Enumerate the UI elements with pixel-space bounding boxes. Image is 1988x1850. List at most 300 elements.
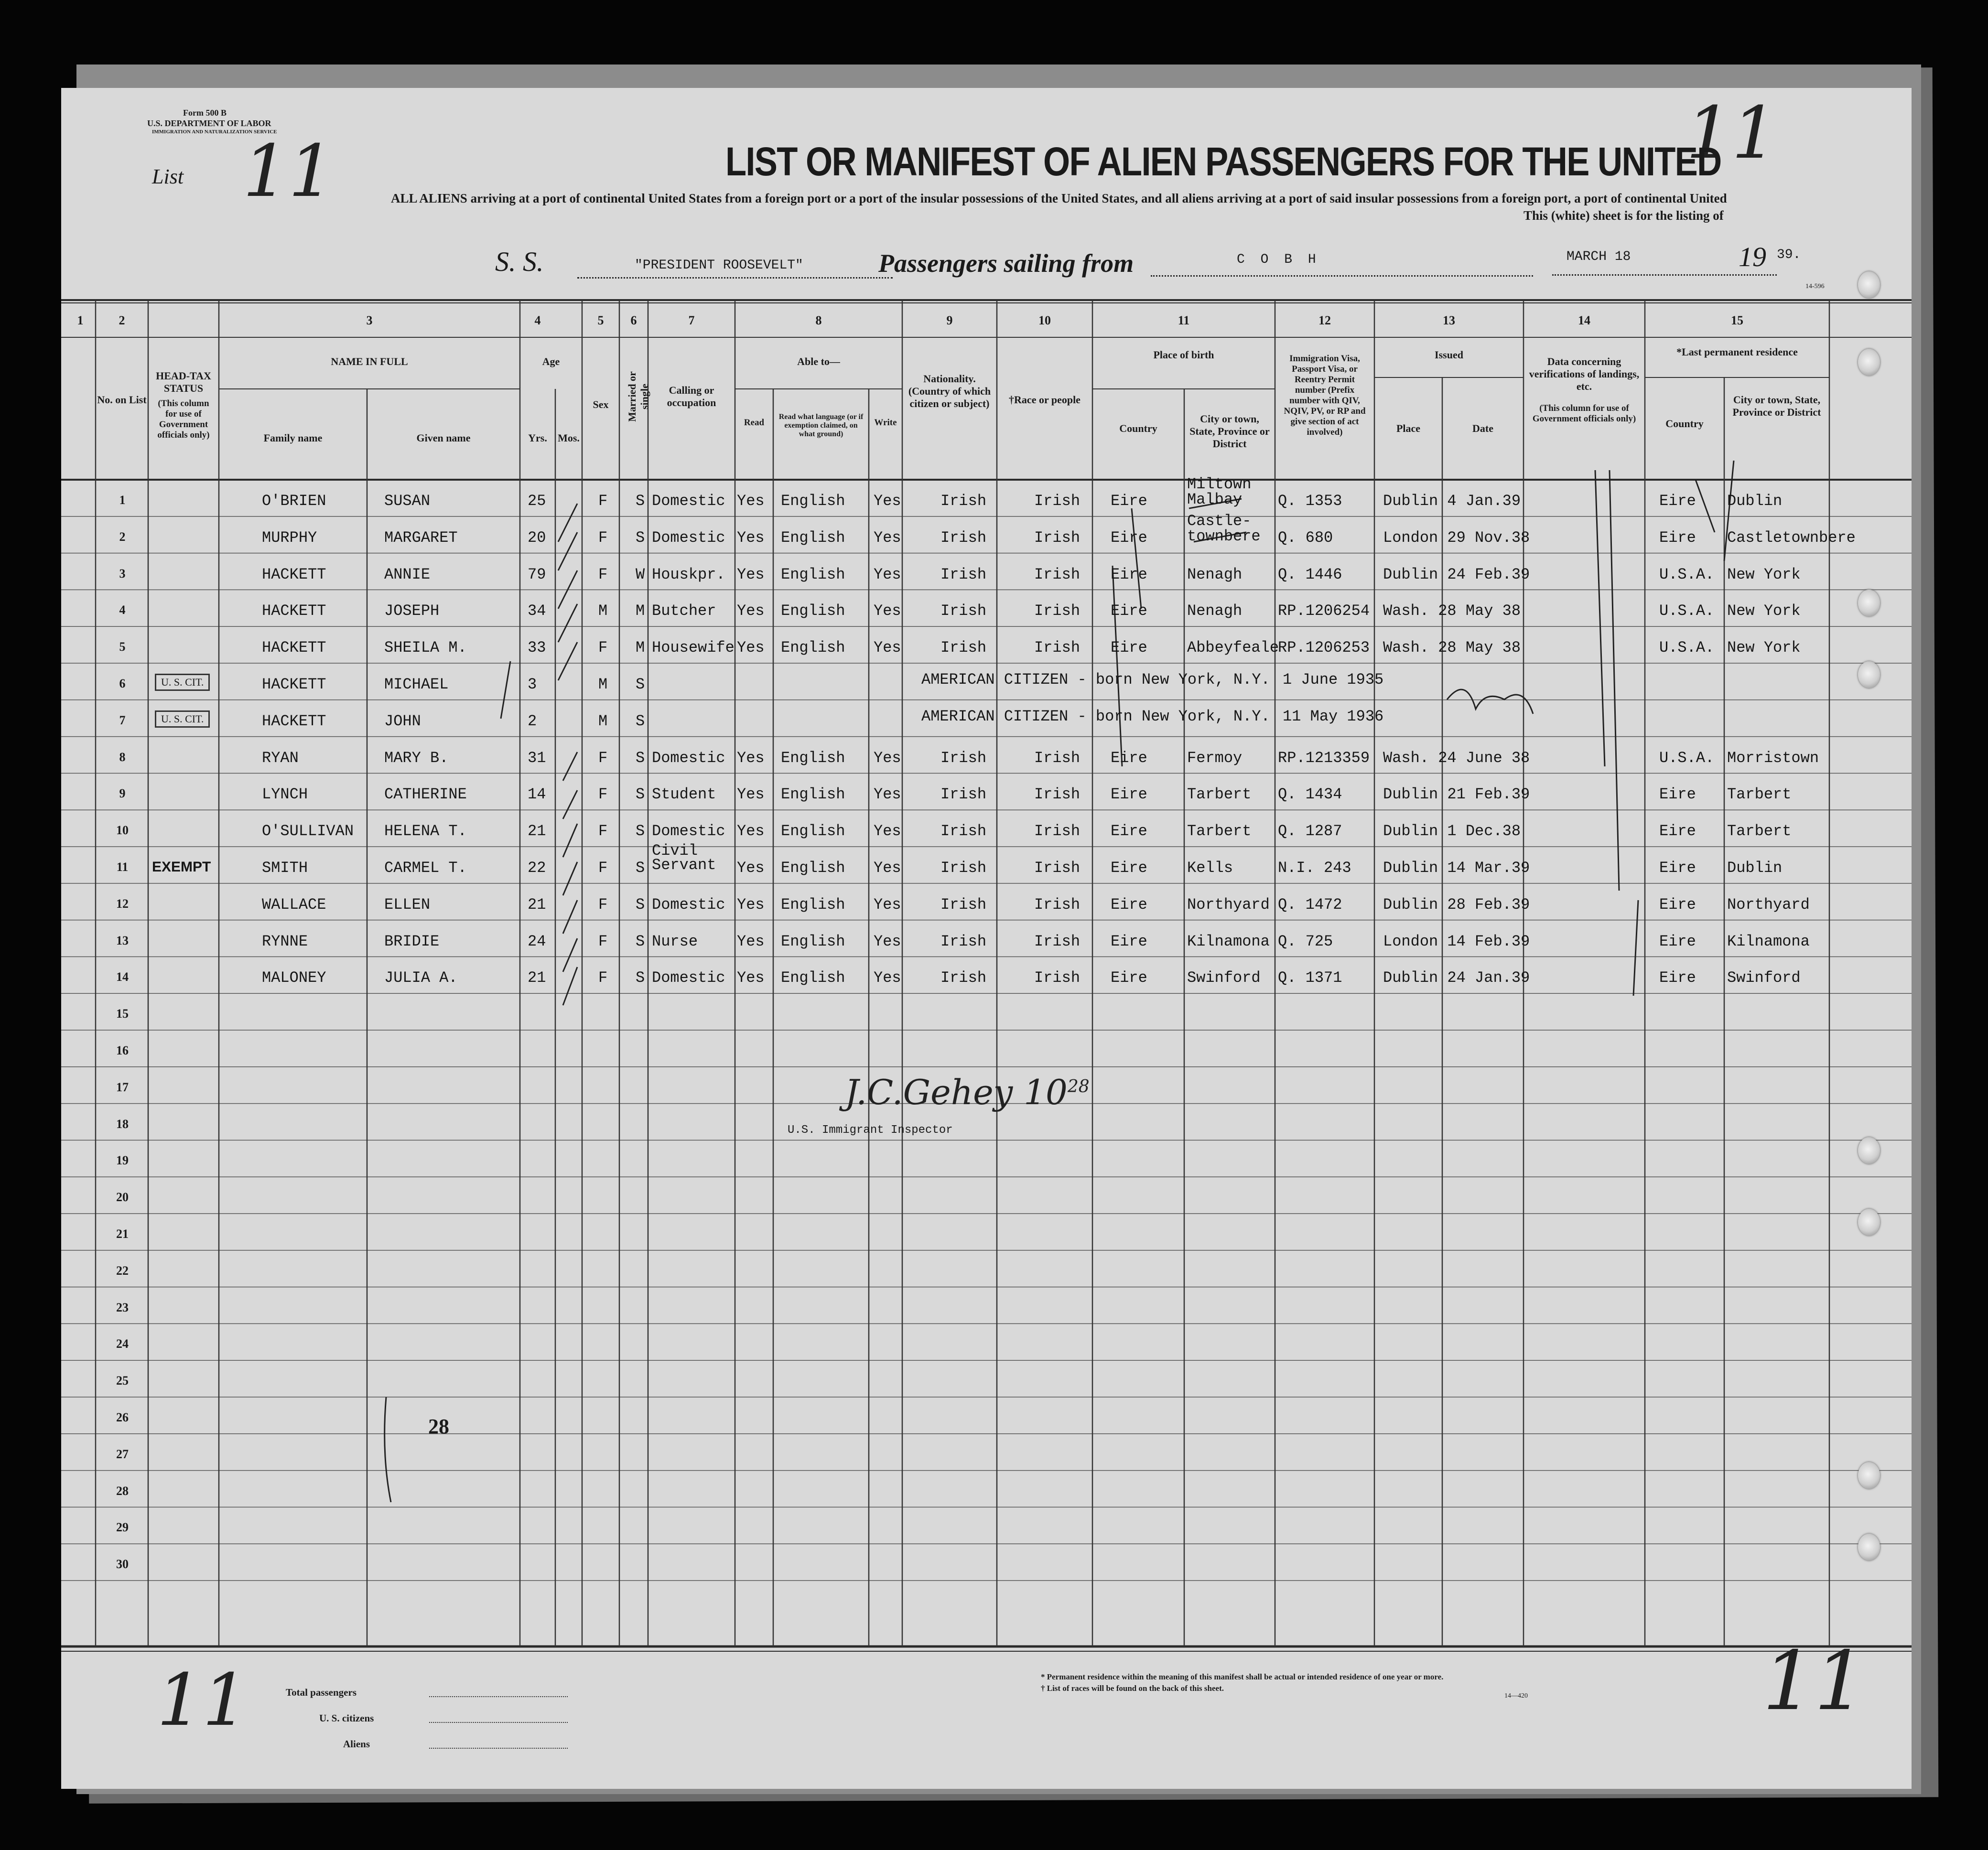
header-able-to: Able to— xyxy=(797,355,840,367)
row-number: 23 xyxy=(116,1300,129,1314)
row-number: 22 xyxy=(116,1263,129,1278)
port-name: C O B H xyxy=(1237,252,1320,267)
residence-country: U.S.A. xyxy=(1659,602,1715,620)
age-years: 21 xyxy=(528,822,546,840)
family-name: MALONEY xyxy=(262,969,326,987)
column-number: 11 xyxy=(1178,313,1190,327)
age-years: 21 xyxy=(528,969,546,987)
birth-country: Eire xyxy=(1111,492,1147,510)
footer-left-mark: 11 xyxy=(157,1659,248,1742)
visa-issued: Dublin 24 Feb.39 xyxy=(1383,565,1530,583)
read-language: English xyxy=(781,785,845,804)
visa-number: Q. 1353 xyxy=(1278,492,1342,510)
given-name: MICHAEL xyxy=(384,676,449,693)
year-suffix: 39. xyxy=(1777,247,1801,262)
nationality: Irish xyxy=(940,602,987,620)
subtitle-line-2: This (white) sheet is for the listing of xyxy=(1523,208,1724,223)
header-res-city: City or town, State, Province or District xyxy=(1732,394,1821,418)
birth-city: Castle-townbere xyxy=(1187,512,1261,545)
birth-country: Eire xyxy=(1111,639,1147,657)
family-name: LYNCH xyxy=(262,785,308,804)
read-language: English xyxy=(781,895,845,914)
column-number: 6 xyxy=(630,313,637,327)
visa-issued: Wash. 24 June 38 xyxy=(1383,749,1530,767)
read-language: English xyxy=(781,969,845,987)
marital-status: S xyxy=(636,528,645,547)
can-write: Yes xyxy=(874,785,901,804)
marital-status: S xyxy=(636,932,645,950)
column-number: 5 xyxy=(597,313,604,327)
given-name: SHEILA M. xyxy=(384,639,467,657)
occupation: Domestic xyxy=(652,528,725,547)
row-number: 26 xyxy=(116,1410,129,1424)
form-number: Form 500 B xyxy=(183,108,227,118)
given-name: BRIDIE xyxy=(384,932,440,950)
row-number: 30 xyxy=(116,1557,129,1571)
can-write: Yes xyxy=(874,969,901,987)
residence-country: U.S.A. xyxy=(1659,749,1715,767)
header-place-of-birth: Place of birth xyxy=(1153,349,1214,361)
occupation: Housewife xyxy=(652,639,735,657)
binder-hole xyxy=(1858,1534,1880,1560)
family-name: HACKETT xyxy=(262,565,326,583)
race: Irish xyxy=(1034,492,1080,510)
footer-citizens-label: U. S. citizens xyxy=(319,1712,374,1724)
family-name: HACKETT xyxy=(262,602,326,620)
family-name: O'SULLIVAN xyxy=(262,822,354,840)
residence-city: Tarbert xyxy=(1727,785,1792,804)
can-read: Yes xyxy=(737,932,765,950)
nationality: Irish xyxy=(940,528,987,547)
residence-city: New York xyxy=(1727,565,1801,583)
header-sex: Sex xyxy=(593,398,609,410)
given-name: ANNIE xyxy=(384,565,431,583)
row-number: 6 xyxy=(119,677,126,690)
row-number: 25 xyxy=(116,1374,129,1388)
residence-city: Tarbert xyxy=(1727,822,1792,840)
age-years: 20 xyxy=(528,528,546,547)
binder-hole xyxy=(1858,271,1880,298)
column-number: 3 xyxy=(366,313,373,327)
row-number: 3 xyxy=(119,566,126,581)
marital-status: S xyxy=(636,749,645,767)
given-name: HELENA T. xyxy=(384,822,467,840)
sex: F xyxy=(598,749,608,767)
can-read: Yes xyxy=(737,565,765,583)
header-verifications-note: (This column for use of Government officials only) xyxy=(1532,403,1636,424)
nationality: Irish xyxy=(940,932,987,950)
marital-status: W xyxy=(636,565,645,583)
can-read: Yes xyxy=(737,785,765,804)
citizen-note: AMERICAN CITIZEN - born New York, N.Y. xyxy=(921,707,1270,725)
can-write: Yes xyxy=(874,602,901,620)
sex: F xyxy=(598,969,608,987)
binder-hole xyxy=(1858,349,1880,376)
birth-country: Eire xyxy=(1111,822,1147,840)
row-number: 17 xyxy=(116,1080,129,1094)
can-read: Yes xyxy=(737,895,765,914)
manifest-sheet xyxy=(61,88,1912,1789)
visa-number: Q. 1287 xyxy=(1278,822,1342,840)
sex: F xyxy=(598,785,608,804)
column-number: 7 xyxy=(688,313,695,327)
subtitle-line-1: ALL ALIENS arriving at a port of continental United States from a foreign port or a port of the insular possessions of the United States, and all aliens arriving at a port of said insular possessions from a foreign port, a port of continental United xyxy=(391,191,1727,205)
row-number: 1 xyxy=(119,493,126,507)
can-read: Yes xyxy=(737,602,765,620)
sex: F xyxy=(598,639,608,657)
race: Irish xyxy=(1034,822,1080,840)
visa-number: RP.1206253 xyxy=(1278,639,1370,657)
age-years: 25 xyxy=(528,492,546,510)
family-name: MURPHY xyxy=(262,528,317,547)
family-name: WALLACE xyxy=(262,895,326,914)
birth-country: Eire xyxy=(1111,895,1147,914)
sex: F xyxy=(598,822,608,840)
column-number: 12 xyxy=(1318,313,1331,327)
header-name-in-full: NAME IN FULL xyxy=(331,355,408,367)
marital-status: M xyxy=(636,639,645,657)
read-language: English xyxy=(781,859,845,877)
header-calling: Calling or occupation xyxy=(667,384,716,409)
residence-city: Kilnamona xyxy=(1727,932,1810,950)
list-label: List xyxy=(152,165,184,188)
header-issued: Issued xyxy=(1435,349,1463,361)
can-read: Yes xyxy=(737,969,765,987)
row-number: 2 xyxy=(119,529,126,544)
visa-issued: Wash. 28 May 38 xyxy=(1383,639,1521,657)
sailing-date: MARCH 18 xyxy=(1567,249,1631,264)
occupation: Domestic xyxy=(652,895,725,914)
age-years: 14 xyxy=(528,785,546,804)
birth-country: Eire xyxy=(1111,932,1147,950)
row-number: 11 xyxy=(116,860,129,874)
can-read: Yes xyxy=(737,528,765,547)
head-tax-status: EXEMPT xyxy=(152,859,211,875)
head-tax-stamp: U. S. CIT. xyxy=(155,710,210,728)
given-name: JOSEPH xyxy=(384,602,440,620)
birth-city: Swinford xyxy=(1187,969,1261,987)
residence-country: U.S.A. xyxy=(1659,565,1715,583)
birth-city: Abbeyfeale xyxy=(1187,639,1279,657)
given-name: JOHN xyxy=(384,712,421,730)
birth-country: Eire xyxy=(1111,565,1147,583)
residence-city: Swinford xyxy=(1727,969,1801,987)
row-number: 7 xyxy=(119,713,126,727)
residence-country: Eire xyxy=(1659,932,1696,950)
page-number: 28 xyxy=(428,1415,449,1438)
family-name: HACKETT xyxy=(262,676,326,693)
header-date: Date xyxy=(1472,422,1493,434)
read-language: English xyxy=(781,749,845,767)
head-tax-stamp: U. S. CIT. xyxy=(155,674,210,691)
visa-issued: Dublin 24 Jan.39 xyxy=(1383,969,1530,987)
family-name: SMITH xyxy=(262,859,308,877)
nationality: Irish xyxy=(940,639,987,657)
visa-number: N.I. 243 xyxy=(1278,859,1351,877)
marital-status: S xyxy=(636,676,645,693)
marital-status: S xyxy=(636,969,645,987)
row-number: 20 xyxy=(116,1190,129,1205)
visa-issued: Dublin 1 Dec.38 xyxy=(1383,822,1521,840)
visa-number: Q. 1434 xyxy=(1278,785,1342,804)
given-name: SUSAN xyxy=(384,492,431,510)
family-name: O'BRIEN xyxy=(262,492,326,510)
header-city: City or town, State, Province or District xyxy=(1189,413,1270,450)
birth-city: Kells xyxy=(1187,859,1233,877)
ship-name: "PRESIDENT ROOSEVELT" xyxy=(635,258,803,273)
visa-issued: Wash. 28 May 38 xyxy=(1383,602,1521,620)
given-name: ELLEN xyxy=(384,895,431,914)
residence-country: Eire xyxy=(1659,895,1696,914)
residence-city: Dublin xyxy=(1727,492,1783,510)
row-number: 9 xyxy=(119,786,126,801)
column-number: 4 xyxy=(534,313,541,327)
column-number: 8 xyxy=(815,313,822,327)
can-write: Yes xyxy=(874,492,901,510)
birth-country: Eire xyxy=(1111,859,1147,877)
can-read: Yes xyxy=(737,859,765,877)
citizen-note: AMERICAN CITIZEN - born New York, N.Y. xyxy=(921,671,1270,688)
row-number: 29 xyxy=(116,1520,129,1535)
read-language: English xyxy=(781,528,845,547)
nationality: Irish xyxy=(940,492,987,510)
can-read: Yes xyxy=(737,822,765,840)
row-number: 12 xyxy=(116,896,129,911)
occupation: Student xyxy=(652,785,716,804)
read-language: English xyxy=(781,932,845,950)
inspector-signature: J.C.Gehey $10^{28}$ xyxy=(845,1072,1090,1112)
header-last-residence: *Last permanent residence xyxy=(1676,346,1798,358)
given-name: MARGARET xyxy=(384,528,458,547)
residence-country: Eire xyxy=(1659,969,1696,987)
birth-city: Nenagh xyxy=(1187,602,1242,620)
row-number: 13 xyxy=(116,933,129,947)
race: Irish xyxy=(1034,639,1080,657)
row-number: 28 xyxy=(116,1484,129,1498)
can-write: Yes xyxy=(874,565,901,583)
row-number: 10 xyxy=(116,823,129,838)
footer-code: 14—420 xyxy=(1504,1692,1528,1699)
birth-city: Nenagh xyxy=(1187,565,1242,583)
nationality: Irish xyxy=(940,859,987,877)
race: Irish xyxy=(1034,602,1080,620)
marital-status: S xyxy=(636,822,645,840)
visa-issued: Dublin 21 Feb.39 xyxy=(1383,785,1530,804)
marital-status: S xyxy=(636,492,645,510)
age-years: 24 xyxy=(528,932,546,950)
header-visa: Immigration Visa, Passport Visa, or Reentry Permit number (Prefix number with QIV, NQIV, PV, or RP and give section of act involved) xyxy=(1284,354,1366,437)
family-name: RYAN xyxy=(262,749,299,767)
row-number: 8 xyxy=(119,750,126,764)
column-number: 10 xyxy=(1038,313,1051,327)
citizen-birth-date: 11 May 1936 xyxy=(1283,707,1384,725)
header-given-name: Given name xyxy=(416,432,471,444)
sex: F xyxy=(598,565,608,583)
age-years: 33 xyxy=(528,639,546,657)
header-read: Read xyxy=(744,418,765,428)
read-language: English xyxy=(781,602,845,620)
header-nationality: Nationality. (Country of which citizen or subject) xyxy=(908,373,991,409)
family-name: HACKETT xyxy=(262,639,326,657)
can-write: Yes xyxy=(874,859,901,877)
age-years: 79 xyxy=(528,565,546,583)
sex: M xyxy=(598,712,608,730)
nationality: Irish xyxy=(940,565,987,583)
row-number: 4 xyxy=(119,603,126,617)
can-write: Yes xyxy=(874,639,901,657)
marital-status: M xyxy=(636,602,645,620)
race: Irish xyxy=(1034,859,1080,877)
race: Irish xyxy=(1034,749,1080,767)
residence-country: Eire xyxy=(1659,492,1696,510)
race: Irish xyxy=(1034,785,1080,804)
header-res-country: Country xyxy=(1665,418,1704,430)
occupation: Civil Servant xyxy=(652,842,716,874)
residence-city: Castletownbere xyxy=(1727,528,1856,547)
header-mos: Mos. xyxy=(558,432,580,444)
binder-hole xyxy=(1858,590,1880,616)
residence-country: Eire xyxy=(1659,859,1696,877)
header-place: Place xyxy=(1396,422,1421,434)
header-verifications: Data concerning verifications of landings, etc. xyxy=(1529,355,1640,392)
residence-city: Northyard xyxy=(1727,895,1810,914)
ss-label: S. S. xyxy=(495,246,544,277)
race: Irish xyxy=(1034,528,1080,547)
row-number: 27 xyxy=(116,1447,129,1461)
nationality: Irish xyxy=(940,822,987,840)
citizen-birth-date: 1 June 1935 xyxy=(1283,671,1384,688)
header-married-single: Married or single xyxy=(626,371,650,422)
read-language: English xyxy=(781,492,845,510)
column-number: 9 xyxy=(946,313,953,327)
list-number: 11 xyxy=(243,130,334,213)
residence-city: New York xyxy=(1727,639,1801,657)
corner-code: 14-596 xyxy=(1805,283,1825,290)
visa-issued: Dublin 14 Mar.39 xyxy=(1383,859,1530,877)
marital-status: S xyxy=(636,712,645,730)
footer-citizens-line xyxy=(429,1722,568,1723)
header-no-on-list: No. on List xyxy=(97,394,147,406)
visa-number: Q. 680 xyxy=(1278,528,1333,547)
visa-number: Q. 1371 xyxy=(1278,969,1342,987)
residence-country: Eire xyxy=(1659,822,1696,840)
birth-city: Tarbert xyxy=(1187,785,1252,804)
birth-country: Eire xyxy=(1111,528,1147,547)
row-number: 24 xyxy=(116,1337,129,1351)
footer-total-label: Total passengers xyxy=(286,1687,357,1698)
age-years: 3 xyxy=(528,676,537,693)
occupation: Domestic xyxy=(652,969,725,987)
residence-city: Morristown xyxy=(1727,749,1819,767)
can-write: Yes xyxy=(874,749,901,767)
service: IMMIGRATION AND NATURALIZATION SERVICE xyxy=(152,129,277,135)
residence-country: Eire xyxy=(1659,785,1696,804)
row-number: 15 xyxy=(116,1007,129,1021)
race: Irish xyxy=(1034,895,1080,914)
occupation: Domestic xyxy=(652,492,725,510)
row-number: 16 xyxy=(116,1043,129,1057)
marital-status: S xyxy=(636,859,645,877)
can-write: Yes xyxy=(874,895,901,914)
occupation: Domestic xyxy=(652,822,725,840)
department: U.S. DEPARTMENT OF LABOR xyxy=(147,118,271,128)
family-name: RYNNE xyxy=(262,932,308,950)
column-number: 1 xyxy=(77,313,84,327)
race: Irish xyxy=(1034,932,1080,950)
header-head-tax-note: (This column for use of Government officials only) xyxy=(157,398,210,440)
can-write: Yes xyxy=(874,822,901,840)
header-yrs: Yrs. xyxy=(528,432,547,444)
header-write: Write xyxy=(874,418,897,428)
sailing-label: Passengers sailing from xyxy=(878,249,1134,278)
sex: F xyxy=(598,932,608,950)
header-race: †Race or people xyxy=(1009,394,1080,406)
marital-status: S xyxy=(636,895,645,914)
sex: F xyxy=(598,895,608,914)
sex: M xyxy=(598,676,608,693)
birth-city: Miltown Malbay xyxy=(1187,475,1252,508)
footer-aliens-label: Aliens xyxy=(343,1738,370,1750)
given-name: CATHERINE xyxy=(384,785,467,804)
read-language: English xyxy=(781,822,845,840)
birth-city: Kilnamona xyxy=(1187,932,1270,950)
footer-total-line xyxy=(429,1696,568,1697)
sex: F xyxy=(598,859,608,877)
header-country: Country xyxy=(1119,422,1157,434)
occupation: Houskpr. xyxy=(652,565,725,583)
occupation: Domestic xyxy=(652,749,725,767)
inspector-label: U.S. Immigrant Inspector xyxy=(788,1124,953,1137)
manifest-title: LIST OR MANIFEST OF ALIEN PASSENGERS FOR THE UNITED xyxy=(725,139,1721,184)
occupation: Butcher xyxy=(652,602,716,620)
can-read: Yes xyxy=(737,639,765,657)
column-number: 14 xyxy=(1578,313,1590,327)
visa-issued: Dublin 4 Jan.39 xyxy=(1383,492,1521,510)
race: Irish xyxy=(1034,969,1080,987)
residence-city: Dublin xyxy=(1727,859,1783,877)
visa-issued: London 14 Feb.39 xyxy=(1383,932,1530,950)
birth-city: Northyard xyxy=(1187,895,1270,914)
binder-hole xyxy=(1858,1137,1880,1164)
visa-number: Q. 1472 xyxy=(1278,895,1342,914)
footer-note-1: * Permanent residence within the meaning of this manifest shall be actual or intended residence of one year or more. xyxy=(1041,1672,1444,1681)
residence-country: U.S.A. xyxy=(1659,639,1715,657)
race: Irish xyxy=(1034,565,1080,583)
age-years: 31 xyxy=(528,749,546,767)
age-years: 34 xyxy=(528,602,546,620)
header-age: Age xyxy=(542,355,560,367)
row-number: 5 xyxy=(119,640,126,654)
birth-country: Eire xyxy=(1111,785,1147,804)
visa-issued: London 29 Nov.38 xyxy=(1383,528,1530,547)
visa-issued: Dublin 28 Feb.39 xyxy=(1383,895,1530,914)
nationality: Irish xyxy=(940,895,987,914)
row-number: 14 xyxy=(116,970,129,984)
given-name: MARY B. xyxy=(384,749,449,767)
sex: M xyxy=(598,602,608,620)
can-write: Yes xyxy=(874,932,901,950)
row-number: 21 xyxy=(116,1227,129,1241)
year-prefix: 19 xyxy=(1739,241,1766,272)
can-read: Yes xyxy=(737,749,765,767)
sex: F xyxy=(598,492,608,510)
residence-country: Eire xyxy=(1659,528,1696,547)
birth-country: Eire xyxy=(1111,749,1147,767)
binder-hole xyxy=(1858,1462,1880,1489)
column-number: 13 xyxy=(1443,313,1455,327)
birth-city: Fermoy xyxy=(1187,749,1242,767)
header-family-name: Family name xyxy=(263,432,323,444)
